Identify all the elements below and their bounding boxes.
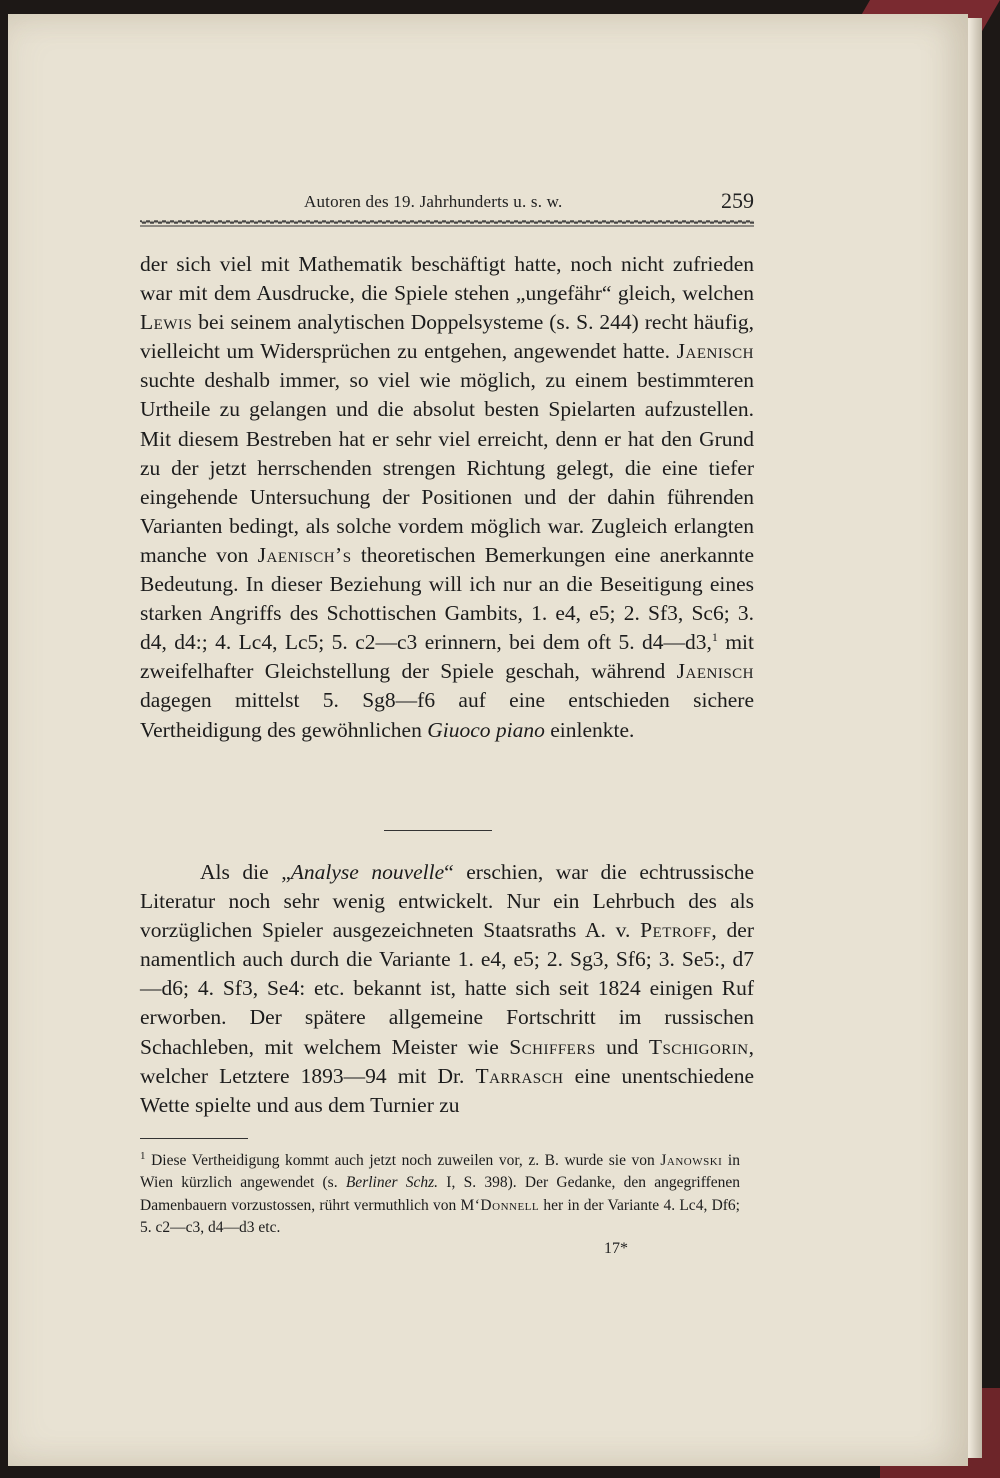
name-schiffers: Schiffers: [509, 1034, 596, 1059]
title-analyse-nouvelle: Analyse nouvelle: [290, 860, 445, 884]
name-lewis: Lewis: [140, 310, 193, 335]
running-head-title: Autoren des 19. Jahrhunderts u. s. w.: [304, 192, 563, 211]
footnote: $^1$ Diese Vertheidigung kommt auch jetzt noch zuweilen vor, z. B. wurde sie von Janowski in Wien kürzlich angewendet (s. Berliner Schz. I, S. 398). Der Gedanke, den angegriffenen Damenbauern vorzustossen, rührt vermuthlich von M‘Donnell her in der Variante 4. Lc4, Df6; 5. c2—c3, d4—d3 etc.: [140, 1149, 740, 1236]
name-tarrasch: Tarrasch: [475, 1063, 564, 1088]
name-tschigorin: Tschigorin: [648, 1034, 749, 1059]
paragraph-2: Als die „Analyse nouvelle“ erschien, war die echtrussische Literatur noch sehr wenig entwickelt. Nur ein Lehrbuch des als vorzüglichen Spieler ausgezeichneten Staatsraths A. v. Petroff, der namentlich auch durch die Variante 1. e4, e5; 2. Sg3, Sf6; 3. Se5:, d7—d6; 4. Sf3, Se4: etc. bekannt ist, hatte sich seit 1824 einigen Ruf erworben. Der spätere allgemeine Fortschritt im russischen Schachleben, mit welchem Meister wie Schiffers und Tschigorin, welcher Letztere 1893—94 mit Dr. Tarrasch eine unentschiedene Wette spielte und aus dem Turnier zu: [140, 860, 755, 1117]
name-jaenisch: Jaenisch: [676, 339, 754, 364]
running-head: [138, 188, 754, 218]
source-berliner-schz: Berliner Schz.: [345, 1174, 439, 1192]
name-petroff: Petroff: [640, 918, 712, 943]
footnote-marker: 1: [140, 1149, 146, 1162]
name-janowski: Janowski: [660, 1152, 723, 1169]
name-mdonnell: M‘Donnell: [460, 1196, 540, 1214]
name-jaenisch-2: Jaenisch: [676, 659, 754, 684]
footnote-reference[interactable]: 1: [711, 630, 718, 645]
wavy-rule: [140, 219, 754, 227]
page-number: 259: [721, 188, 754, 213]
name-jaenisch-possessive: Jaenisch’s: [257, 542, 352, 567]
term-giuoco-piano: Giuoco piano: [427, 717, 545, 742]
signature-mark: 17*: [604, 1240, 628, 1257]
footnote-rule: [140, 1138, 248, 1139]
paragraph-1: der sich viel mit Mathematik beschäftigt hatte, noch nicht zufrieden war mit dem Ausdrucke, die Spiele stehen „ungefähr“ gleich, welchen Lewis bei seinem analytischen Doppelsysteme (s. S. 244) recht häufig, vielleicht um Widersprüchen zu entgehen, angewendet hatte. Jaenisch suchte deshalb immer, so viel wie möglich, zu einem bestimmteren Urtheile zu gelangen und die absolut besten Spielarten aufzustellen. Mit diesem Bestreben hat er sehr viel erreicht, denn er hat den Grund zu der jetzt herrschenden strengen Richtung gelegt, die eine tiefer eingehende Untersuchung der Positionen und der dahin führenden Varianten bedingt, als solche vordem möglich war. Zugleich erlangten manche von Jaenisch’s theoretischen Bemerkungen eine anerkannte Bedeutung. In dieser Beziehung will ich nur an die Beseitigung eines starken Angriffs des Schottischen Gambits, 1. e4, e5; 2. Sf3, Sc6; 3. d4, d4:; 4. Lc4, Lc5; 5. c2—c3 erinnern, bei dem oft 5. d4—d3,$^1$ mit zweifelhafter Gleichstellung der Spiele geschah, während Jaenisch dagegen mittelst 5. Sg8—f6 auf eine entschieden sichere Vertheidigung des gewöhnlichen Giuoco piano einlenkte.: [140, 252, 754, 742]
section-divider: [384, 830, 492, 831]
